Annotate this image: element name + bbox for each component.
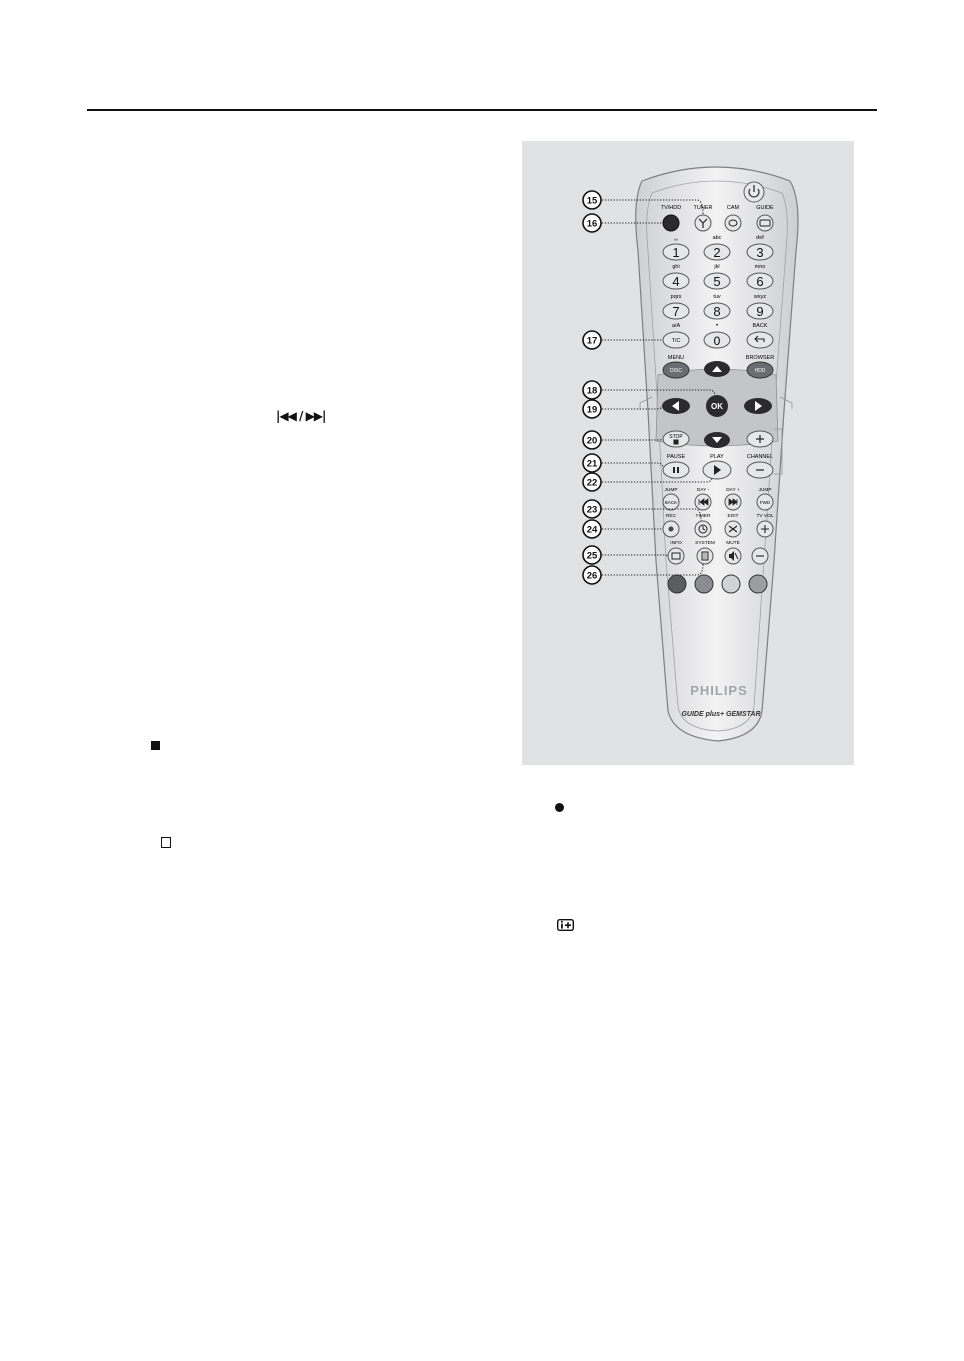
info-button[interactable] bbox=[668, 548, 684, 564]
system-button[interactable] bbox=[697, 548, 713, 564]
power-button[interactable] bbox=[744, 182, 764, 202]
svg-text:BACK: BACK bbox=[664, 500, 678, 505]
tv-hdd-button[interactable] bbox=[663, 215, 679, 231]
svg-text:DISC: DISC bbox=[670, 368, 682, 374]
key-8-button[interactable] bbox=[704, 303, 730, 319]
cam-button[interactable] bbox=[725, 215, 741, 231]
skip-symbol: |◀◀ / ▶▶| bbox=[276, 409, 326, 423]
mute-button[interactable] bbox=[725, 548, 741, 564]
timer-label: TIMER bbox=[695, 514, 711, 519]
brand-logo: PHILIPS bbox=[690, 683, 748, 698]
header-rule bbox=[87, 109, 877, 111]
edit-button[interactable] bbox=[725, 521, 741, 537]
svg-text:OK: OK bbox=[711, 402, 723, 411]
svg-text:7: 7 bbox=[672, 304, 680, 319]
tv-vol-down-button[interactable] bbox=[752, 548, 768, 564]
record-dot-icon bbox=[555, 803, 564, 812]
key-8-letters: tuv bbox=[713, 294, 721, 300]
key-4-button[interactable] bbox=[663, 273, 689, 289]
key-2-letters: abc bbox=[712, 235, 722, 241]
timer-button[interactable] bbox=[695, 521, 711, 537]
svg-text:5: 5 bbox=[713, 274, 721, 289]
stop-button[interactable] bbox=[663, 431, 689, 447]
jump-right-label: JUMP bbox=[758, 488, 772, 493]
tc-button[interactable] bbox=[663, 332, 689, 348]
zero-button[interactable] bbox=[704, 332, 730, 348]
key-5-letters: jkl bbox=[714, 264, 720, 270]
svg-text:22: 22 bbox=[586, 477, 598, 489]
key-6-letters: mno bbox=[754, 264, 766, 270]
key-9-button[interactable] bbox=[747, 303, 773, 319]
tuner-label: TUNER bbox=[693, 205, 713, 211]
svg-text:24: 24 bbox=[586, 524, 598, 536]
browser-label: BROWSER bbox=[745, 355, 775, 361]
back-button[interactable] bbox=[747, 332, 773, 348]
jump-left-label: JUMP bbox=[664, 488, 678, 493]
guide-label: GUIDE bbox=[756, 205, 774, 211]
key-5-button[interactable] bbox=[704, 273, 730, 289]
up-button[interactable] bbox=[704, 361, 730, 377]
play-label: PLAY bbox=[710, 454, 724, 460]
svg-text:FWD: FWD bbox=[759, 500, 771, 505]
callout-24 bbox=[583, 520, 663, 538]
svg-text:25: 25 bbox=[586, 550, 598, 562]
day-plus-label: DAY + bbox=[726, 488, 740, 493]
disc-button[interactable] bbox=[663, 362, 689, 378]
hdd-button[interactable] bbox=[747, 362, 773, 378]
channel-up-button[interactable] bbox=[747, 431, 773, 447]
svg-text:23: 23 bbox=[586, 504, 598, 516]
channel-label: CHANNEL bbox=[746, 454, 774, 460]
zero-sub-label: • bbox=[715, 323, 719, 329]
cam-label: CAM bbox=[726, 205, 740, 211]
svg-text:17: 17 bbox=[586, 335, 598, 347]
svg-text:16: 16 bbox=[586, 218, 598, 230]
svg-text:26: 26 bbox=[586, 570, 598, 582]
pause-button[interactable] bbox=[663, 462, 689, 478]
tv-hdd-label: TV/HDD bbox=[660, 205, 682, 211]
key-4-letters: ghi bbox=[672, 264, 680, 270]
key-6-button[interactable] bbox=[747, 273, 773, 289]
svg-text:2: 2 bbox=[713, 245, 721, 260]
svg-text:HDD: HDD bbox=[754, 368, 766, 374]
svg-text:T/C: T/C bbox=[671, 338, 681, 344]
guideplus-logo: GUIDE plus+ GEMSTAR bbox=[681, 711, 761, 718]
rec-button[interactable] bbox=[663, 521, 679, 537]
left-button[interactable] bbox=[662, 398, 690, 414]
green-key-button[interactable] bbox=[695, 575, 713, 593]
stop-icon bbox=[151, 741, 160, 750]
system-label: SYSTEM bbox=[695, 541, 715, 546]
svg-text:1: 1 bbox=[672, 245, 680, 260]
info-plus-icon bbox=[557, 919, 574, 931]
channel-down-button[interactable] bbox=[747, 462, 773, 478]
back-label: BACK bbox=[752, 323, 768, 329]
down-button[interactable] bbox=[704, 432, 730, 448]
square-outline-icon bbox=[161, 837, 171, 848]
blue-key-button[interactable] bbox=[749, 575, 767, 593]
svg-text:15: 15 bbox=[586, 195, 598, 207]
play-button[interactable] bbox=[703, 461, 731, 479]
remote-figure bbox=[522, 141, 854, 765]
svg-text:21: 21 bbox=[586, 458, 598, 470]
key-9-letters: wxyz bbox=[753, 294, 767, 300]
key-7-button[interactable] bbox=[663, 303, 689, 319]
tuner-button[interactable] bbox=[695, 215, 711, 231]
key-7-letters: pqrs bbox=[670, 294, 682, 300]
svg-text:3: 3 bbox=[756, 245, 764, 260]
svg-text:19: 19 bbox=[586, 404, 598, 416]
tv-vol-up-button[interactable] bbox=[757, 521, 773, 537]
menu-label: MENU bbox=[667, 355, 685, 361]
guide-button[interactable] bbox=[757, 215, 773, 231]
key-2-button[interactable] bbox=[704, 244, 730, 260]
svg-text:0: 0 bbox=[713, 334, 721, 348]
key-3-button[interactable] bbox=[747, 244, 773, 260]
svg-text:4: 4 bbox=[672, 274, 680, 289]
svg-text:8: 8 bbox=[713, 304, 721, 319]
svg-text:6: 6 bbox=[756, 274, 764, 289]
remote-control bbox=[522, 141, 854, 765]
day-plus-button[interactable] bbox=[725, 494, 741, 510]
svg-text:9: 9 bbox=[756, 304, 764, 319]
svg-text:18: 18 bbox=[586, 385, 598, 397]
pause-label: PAUSE bbox=[666, 454, 686, 460]
day-minus-button[interactable] bbox=[695, 494, 711, 510]
aa-label: a/A bbox=[671, 323, 681, 329]
jump-back-button[interactable] bbox=[663, 494, 679, 510]
day-minus-label: DAY - bbox=[696, 488, 710, 493]
svg-text:STOP: STOP bbox=[669, 434, 683, 440]
mute-label: MUTE bbox=[726, 541, 740, 546]
key-3-letters: def bbox=[756, 235, 764, 241]
yellow-key-button[interactable] bbox=[722, 575, 740, 593]
ok-button[interactable] bbox=[706, 395, 728, 417]
info-label: INFO bbox=[670, 541, 682, 546]
key-1-letters: ␣ bbox=[674, 235, 678, 241]
jump-fwd-button[interactable] bbox=[757, 494, 773, 510]
rec-label: REC bbox=[665, 514, 677, 519]
tv-vol-label: TV VOL bbox=[756, 514, 774, 519]
edit-label: EDIT bbox=[727, 514, 739, 519]
right-button[interactable] bbox=[744, 398, 772, 414]
key-1-button[interactable] bbox=[663, 244, 689, 260]
svg-text:20: 20 bbox=[586, 435, 598, 447]
red-key-button[interactable] bbox=[668, 575, 686, 593]
